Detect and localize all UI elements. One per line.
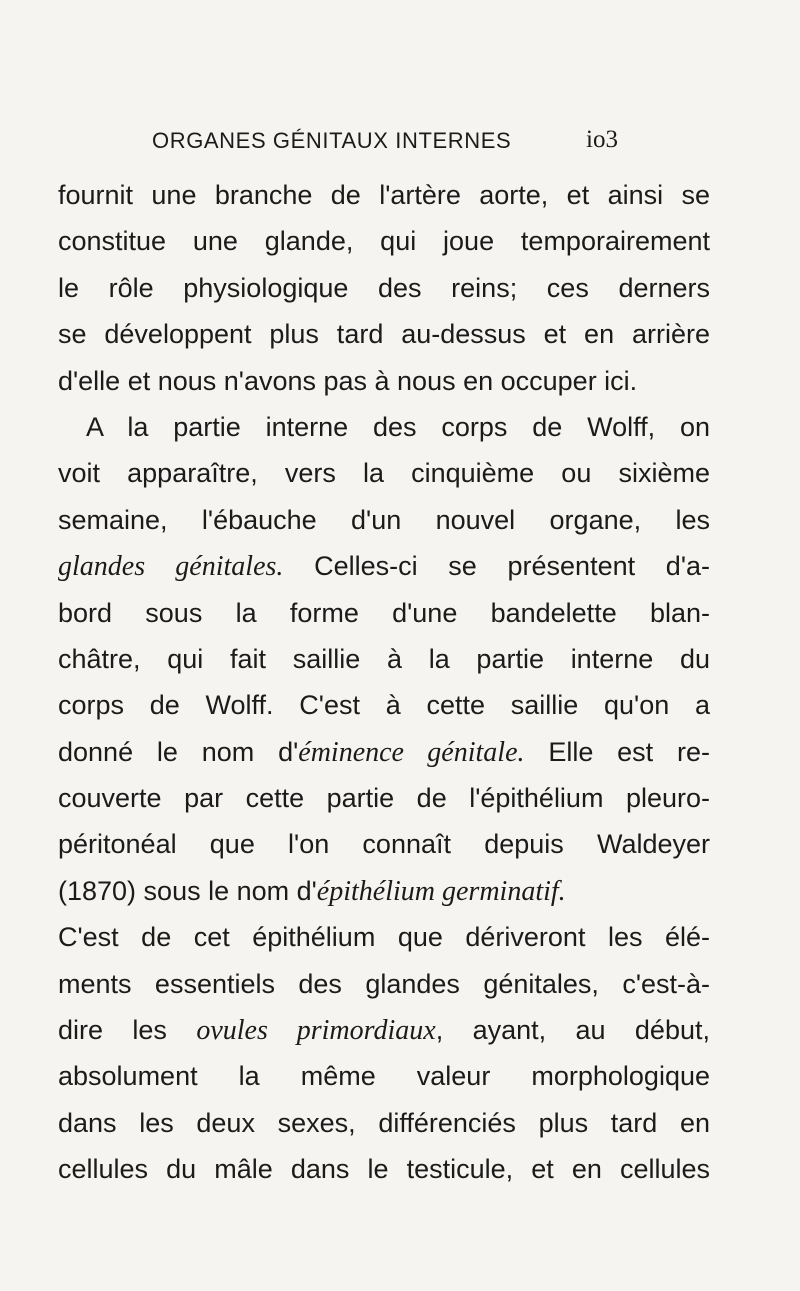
text-line: châtre, qui fait saillie à la partie interne du bbox=[58, 643, 710, 674]
text-line: absolument la même valeur morphologique bbox=[58, 1061, 710, 1092]
text-segment: dire les bbox=[58, 1015, 197, 1046]
text-line: corps de Wolff. C'est à cette saillie qu'on a bbox=[58, 690, 710, 721]
text-line: constitue une glande, qui joue temporairement bbox=[58, 226, 710, 257]
text-line: d'elle et nous n'avons pas à nous en occuper ici. bbox=[58, 365, 638, 396]
page-header bbox=[152, 128, 692, 162]
text-line: le rôle physiologique des reins; ces derners bbox=[58, 272, 710, 303]
text-segment: (1870) sous le nom d' bbox=[58, 875, 317, 906]
text-line bbox=[58, 868, 710, 914]
text-line: dans les deux sexes, différenciés plus tard en bbox=[58, 1107, 710, 1138]
text-line: couverte par cette partie de l'épithélium pleuro- bbox=[58, 783, 710, 814]
text-line: cellules du mâle dans le testicule, et en cellules bbox=[58, 1154, 710, 1185]
text-line bbox=[58, 1007, 710, 1053]
text-line: A la partie interne des corps de Wolff, on bbox=[86, 411, 710, 442]
text-line: semaine, l'ébauche d'un nouvel organe, les bbox=[58, 504, 710, 535]
text-line: voit apparaître, vers la cinquième ou sixième bbox=[58, 458, 710, 489]
text-segment: donné le nom d' bbox=[58, 736, 299, 767]
text-line: C'est de cet épithélium que dériveront les élé- bbox=[58, 922, 710, 953]
text-line: péritonéal que l'on connaît depuis Waldeyer bbox=[58, 829, 710, 860]
text-line bbox=[58, 543, 710, 589]
text-segment: Celles-ci se présentent d'a- bbox=[283, 551, 710, 582]
text-segment: , ayant, au début, bbox=[435, 1015, 710, 1046]
italic-term: éminence génitale. bbox=[298, 736, 525, 768]
italic-term: épithélium germinatif. bbox=[316, 875, 566, 907]
text-line: fournit une branche de l'artère aorte, et ainsi se bbox=[58, 180, 710, 210]
text-line: ments essentiels des glandes génitales, c'est-à- bbox=[58, 968, 710, 999]
text-segment: Elle est re- bbox=[524, 736, 711, 767]
running-title: ORGANES GÉNITAUX INTERNES bbox=[152, 128, 512, 153]
body-text bbox=[58, 172, 710, 1193]
text-line bbox=[58, 729, 710, 775]
text-line: bord sous la forme d'une bandelette blan- bbox=[58, 597, 710, 628]
italic-term: ovules primordiaux bbox=[196, 1015, 436, 1047]
page-number: io3 bbox=[586, 126, 618, 153]
text-line: se développent plus tard au-dessus et en arrière bbox=[58, 319, 710, 350]
italic-term: glandes génitales. bbox=[58, 551, 284, 583]
